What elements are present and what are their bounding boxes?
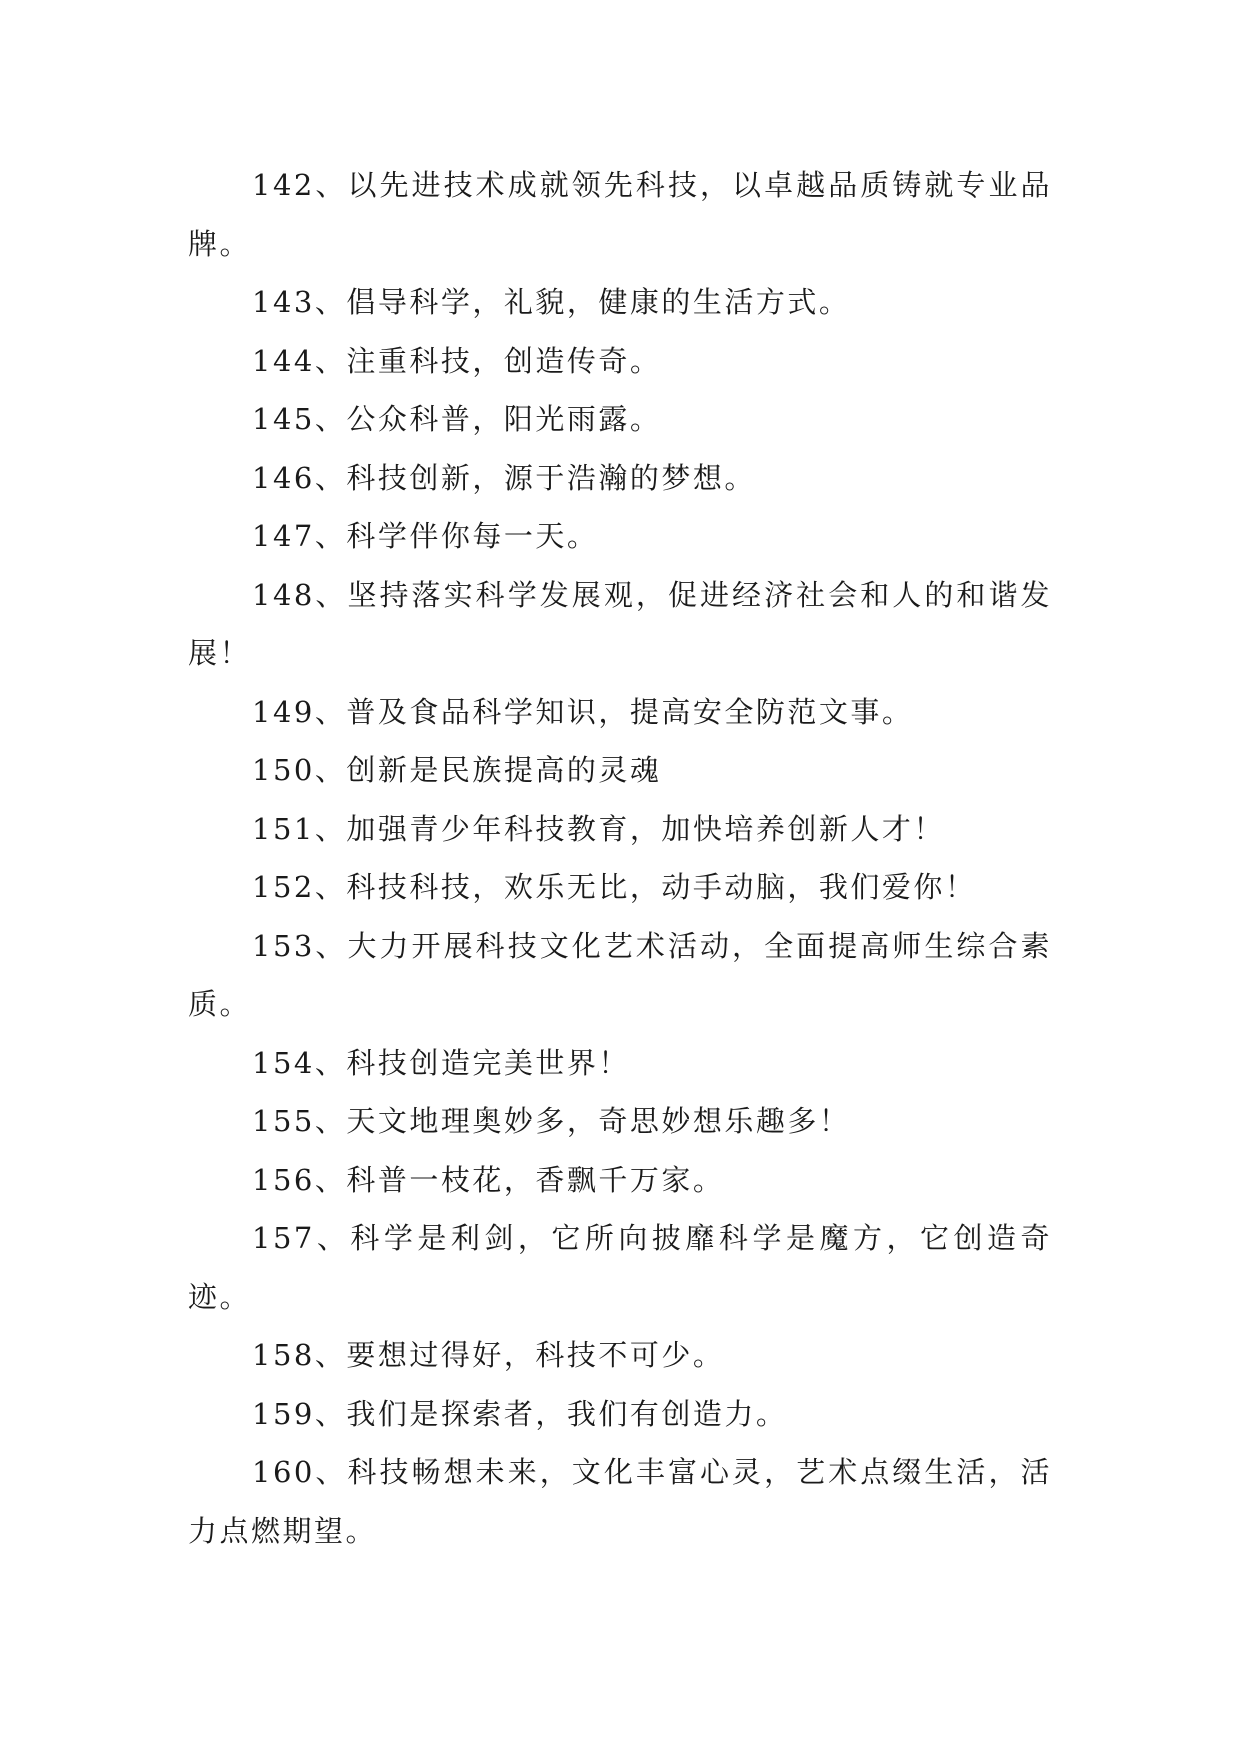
paragraph-159: 159、我们是探索者，我们有创造力。 [252,1396,788,1431]
paragraph-148: 148、坚持落实科学发展观，促进经济社会和人的和谐发展！ [188,577,1052,670]
paragraph-142: 142、以先进技术成就领先科技，以卓越品质铸就专业品牌。 [188,168,1052,261]
paragraph-143: 143、倡导科学，礼貌，健康的生活方式。 [252,285,851,319]
paragraph-145: 145、公众科普，阳光雨露。 [252,402,662,436]
paragraph-156: 156、科普一枝花，香飘千万家。 [252,1162,725,1197]
paragraph-160: 160、科技畅想未来，文化丰富心灵，艺术点缀生活，活力点燃期望。 [188,1455,1052,1548]
paragraph-147: 147、科学伴你每一天。 [252,519,599,553]
paragraph-153: 153、大力开展科技文化艺术活动，全面提高师生综合素质。 [188,928,1052,1021]
paragraph-154: 154、科技创造完美世界！ [252,1045,630,1080]
paragraph-149: 149、普及食品科学知识，提高安全防范文事。 [252,694,914,729]
document-body [188,156,1052,1560]
paragraph-150: 150、创新是民族提高的灵魂 [252,753,662,787]
paragraph-152: 152、科技科技，欢乐无比，动手动脑，我们爱你！ [252,870,977,904]
paragraph-155: 155、天文地理奥妙多，奇思妙想乐趣多！ [252,1104,851,1138]
paragraph-151: 151、加强青少年科技教育，加快培养创新人才！ [252,811,945,846]
paragraph-157: 157、科学是利剑，它所向披靡科学是魔方，它创造奇迹。 [188,1221,1052,1314]
paragraph-146: 146、科技创新，源于浩瀚的梦想。 [252,460,756,495]
paragraph-144: 144、注重科技，创造传奇。 [252,343,662,378]
paragraph-158: 158、要想过得好，科技不可少。 [252,1338,725,1372]
